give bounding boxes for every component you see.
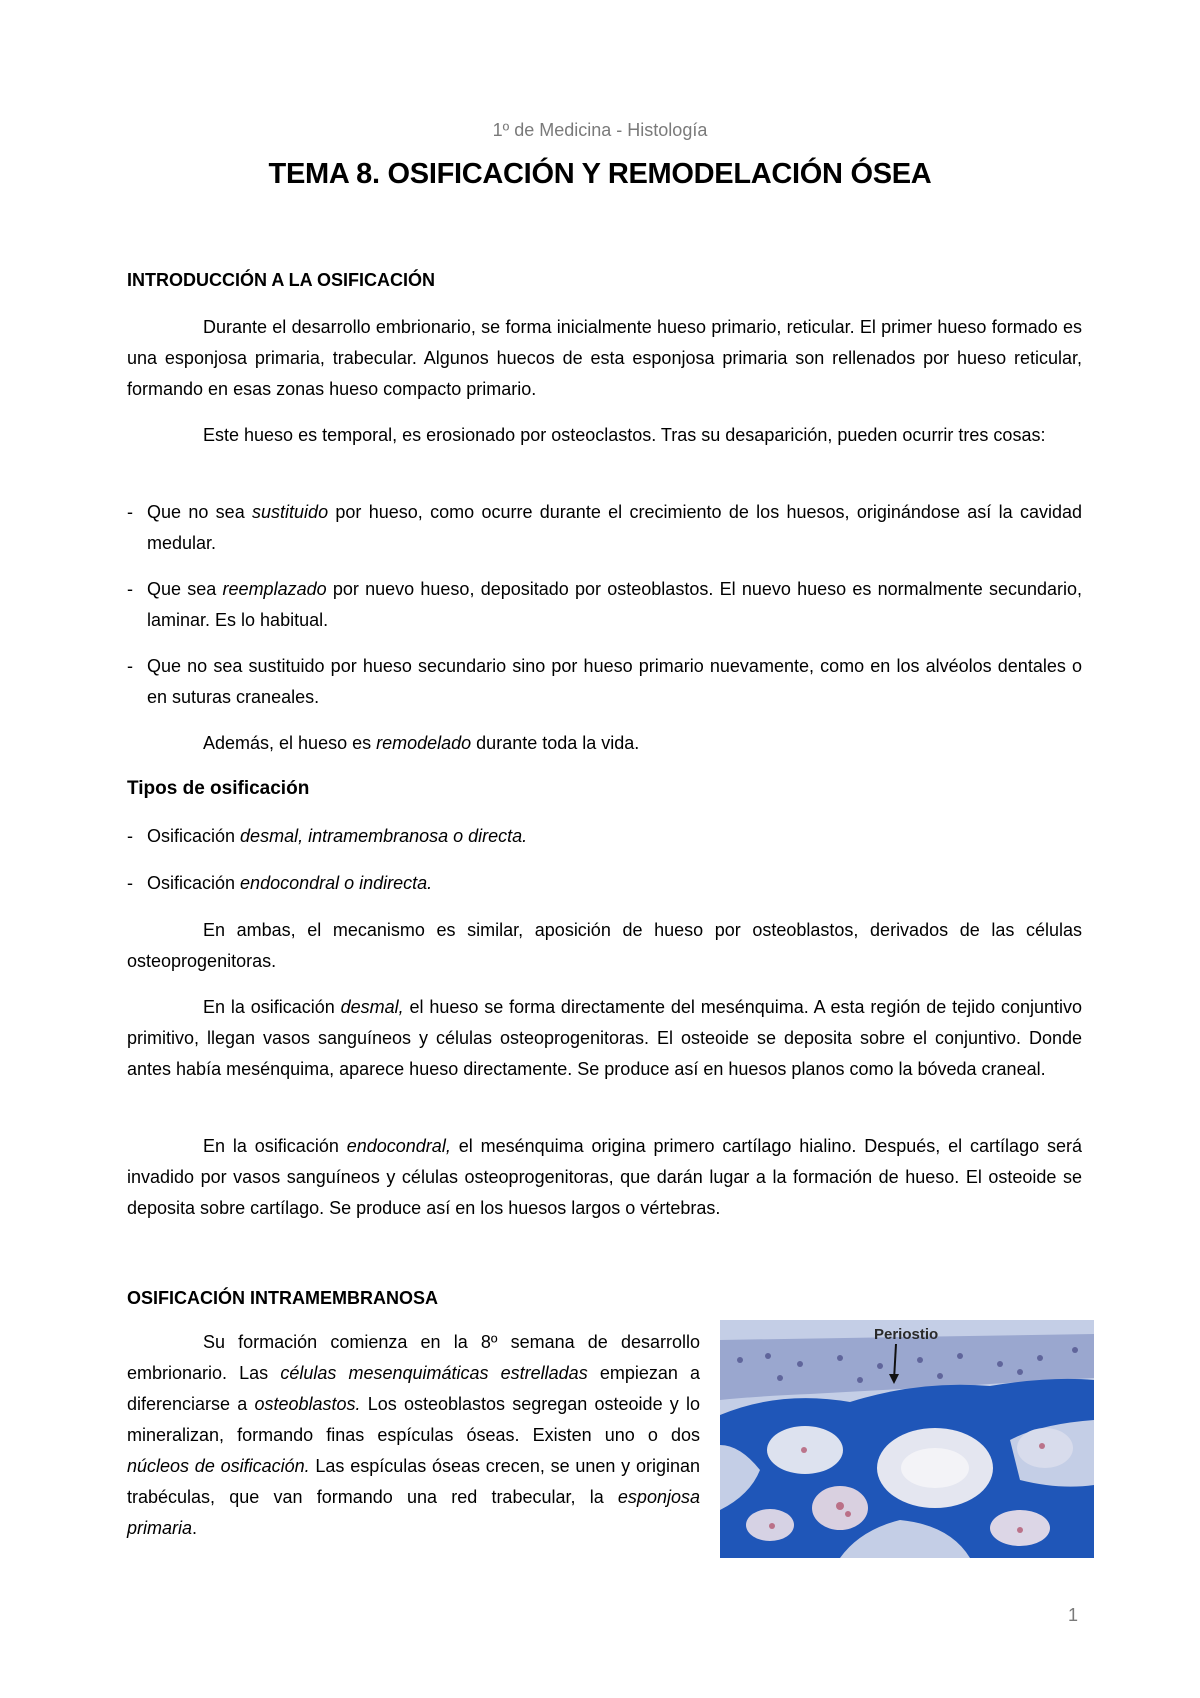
- subsection-heading-tipos: Tipos de osificación: [127, 778, 310, 799]
- list-item: - Que no sea sustituido por hueso, como ocurre durante el crecimiento de los huesos, originándose así la cavidad medular.: [127, 497, 1082, 559]
- bullet-dash: -: [127, 826, 133, 846]
- list-item: - Que sea reemplazado por nuevo hueso, depositado por osteoblastos. El nuevo hueso es normalmente secundario, laminar. Es lo habitual.: [127, 574, 1082, 636]
- figure-label: Periostio: [874, 1326, 939, 1343]
- list-item: - Osificación endocondral o indirecta.: [127, 868, 1082, 899]
- page-header: 1º de Medicina - Histología: [492, 120, 708, 140]
- tipos-paragraph-2: En la osificación desmal, el hueso se forma directamente del mesénquima. A esta región de tejido conjuntivo primitivo, llegan vasos sanguíneos y células osteoprogenitoras. El osteoide se deposita sobre el conjuntivo. Donde antes había mesénquima, aparece hueso directamente. Se produce así en huesos planos como la bóveda craneal.: [127, 997, 1082, 1079]
- bullet-dash: -: [127, 579, 133, 599]
- bullet-dash: -: [127, 502, 133, 522]
- intramembranosa-paragraph: Su formación comienza en la 8º semana de desarrollo embrionario. Las células mesenquimáticas estrelladas empiezan a diferenciarse a osteoblastos. Los osteoblastos segregan osteoide y lo mineralizan, formando finas espículas óseas. Existen uno o dos núcleos de osificación. Las espículas óseas crecen, se unen y originan trabéculas, que van formando una red trabecular, la esponjosa primaria.: [127, 1332, 700, 1538]
- micrograph-figure: [720, 1320, 1094, 1558]
- intro-paragraph-3: Además, el hueso es remodelado durante toda la vida.: [203, 733, 640, 753]
- page-title: TEMA 8. OSIFICACIÓN Y REMODELACIÓN ÓSEA: [268, 158, 932, 190]
- page-number: 1: [1068, 1605, 1079, 1625]
- bone-micrograph-image: [720, 1320, 1094, 1558]
- list-item: - Que no sea sustituido por hueso secundario sino por hueso primario nuevamente, como en los alvéolos dentales o en suturas craneales.: [127, 651, 1082, 713]
- intro-paragraph-2: Este hueso es temporal, es erosionado por osteoclastos. Tras su desaparición, pueden ocurrir tres cosas:: [203, 425, 1046, 445]
- intro-paragraph-1: Durante el desarrollo embrionario, se forma inicialmente hueso primario, reticular. El primer hueso formado es una esponjosa primaria, trabecular. Algunos huecos de esta esponjosa primaria son rellenados por hueso reticular, formando en esas zonas hueso compacto primario.: [127, 317, 1082, 399]
- section-heading-intro: INTRODUCCIÓN A LA OSIFICACIÓN: [127, 270, 435, 290]
- list-item: - Osificación desmal, intramembranosa o directa.: [127, 821, 1082, 852]
- bullet-dash: -: [127, 656, 133, 676]
- tipos-paragraph-1: En ambas, el mecanismo es similar, aposición de hueso por osteoblastos, derivados de las células osteoprogenitoras.: [127, 920, 1082, 971]
- bullet-dash: -: [127, 873, 133, 893]
- section-heading-intramembranosa: OSIFICACIÓN INTRAMEMBRANOSA: [127, 1288, 438, 1308]
- tipos-paragraph-3: En la osificación endocondral, el mesénquima origina primero cartílago hialino. Después, el cartílago será invadido por vasos sanguíneos y células osteoprogenitoras, que darán lugar a la formación de hueso. El osteoide se deposita sobre cartílago. Se produce así en los huesos largos o vértebras.: [127, 1136, 1082, 1218]
